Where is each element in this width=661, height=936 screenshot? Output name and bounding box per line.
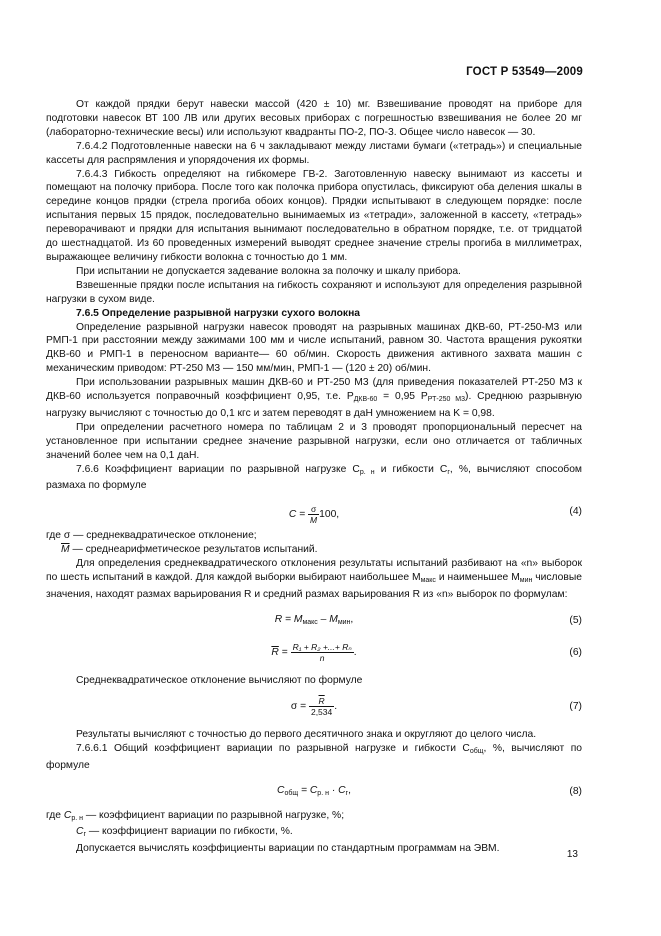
formula-number-6: (6) (569, 646, 582, 658)
formula-number-5: (5) (569, 614, 582, 626)
paragraph-breaking-load: Определение разрывной нагрузки навесок проводят на разрывных машинах ДКВ-60, РТ-250-М3 или РМП-1 при расстоянии между зажимами 100 мм и числе испытаний, равном 30. Частота вращения рукоятки ДКВ-60 и РМП-1 в переносном варианте— 60 об/мин. Скорость движения активного захвата машин с механическим приводом: РТ-250 М3 — 150 мм/мин, РМП-1 — (120 ± 20) об/мин. (46, 321, 582, 375)
paragraph-proportional-recalc: При определении расчетного номера по таблицам 2 и 3 проводят пропорциональный пересчет на установленное при испытании среднее значение разрывной нагрузки, если оно отличается от табличных значений более чем на 0,1 даН. (46, 421, 582, 461)
formula-6: $\overline{R}$ = $\frac{\text{R₁ + R₂ +...+ Rₙ}}{n}$ . (6) (271, 641, 582, 663)
formula-4: C = $\frac{\sigma}{M}$ 100, (4) (288, 504, 582, 526)
section-heading-7-6-5: 7.6.5 Определение разрывной нагрузки сухого волокна (76, 307, 361, 319)
paragraph-sample-weighing: От каждой прядки берут навески массой (420 ± 10) мг. Взвешивание проводят на приборе для подготовки навесок ВТ 100 ЛВ или других весовых приборах с погрешностью взвешивания не более 20 мг (лабораторно-технические весы) или используют квадранты ПО-2, ПО-3. Общее число навесок — 30. (46, 99, 582, 138)
paragraph-no-touch: При испытании не допускается задевание волокна за полочку и шкалу прибора. (76, 265, 461, 277)
formula-number-4: (4) (569, 506, 582, 518)
standard-header: ГОСТ Р 53549—2009 (466, 66, 583, 78)
definitions-sigma-m: где σ — среднеквадратическое отклонение; $\overline{M}$ — среднеарифметическое результатов испытаний. (46, 530, 318, 556)
paragraph-samples-range: Для определения среднеквадратического отклонения результаты испытаний разбивают на «n» выборок по шесть испытаний в каждой. Для каждой выборки выбирают наибольшее $M_{макс}$ и наименьшее $M_{мин}$ числовые значения, находят размах варьирования R и средний размах варьирования R из «n» выборок по формулам: (46, 558, 582, 600)
paragraph-correction-factor: При использовании разрывных машин ДКВ-60 и РТ-250 М3 (для приведения показателей РТ-250 М3 к ДКВ-60 используется поправочный коэффициент 0,95, т.е. $P_{ДКВ-60} = 0,95$ $P_{РТ-250 М3}$). Среднюю разрывную нагрузку вычисляют с точностью до 0,1 кгс и затем переводят в даН умножением на K = 0,98. (46, 377, 583, 419)
paragraph-weighed-strands: Взвешенные прядки после испытания на гибкость сохраняют и используют для определения разрывной нагрузки в сухом виде. (46, 279, 582, 305)
document-body (46, 98, 582, 856)
paragraph-7-6-6-1: 7.6.6.1 Общий коэффициент вариации по разрывной нагрузке и гибкости $C_{общ}$, %, вычисляют по формуле (46, 742, 582, 771)
formula-8: $C_{общ} = C_{р. н} \cdot C_г$, (8) (277, 784, 582, 797)
formula-5: $R = M_{макс} - M_{мин}$, (5) (274, 613, 582, 626)
definitions-coefficients: где $C_{р. н}$ — коэффициент вариации по разрывной нагрузке, %; $C_г$ — коэффициент вариации по гибкости, %. (46, 809, 345, 839)
paragraph-7-6-4-3: 7.6.4.3 Гибкость определяют на гибкомере ГВ-2. Заготовленную навеску вынимают из кассеты и помещают на полочку прибора. После того как полочка прибора опустилась, фиксируют оба деления шкалы в середине концов прядки (стрела прогиба обоих концов). Прядки испытывают в следующем порядке: после испытания первых 15 прядок, последовательно вынимаемых из «тетради», заложенной в кассету, «тетрадь» переворачивают и прядки для испытания вынимают последовательно в обратном порядке, т.е. от тридцатой до шестнадцатой. Из 60 проведенных измерений выводят среднее значение стрелы прогиба в миллиметрах, выражающее величину гибкости волокна с точностью до 1 мм. (46, 168, 582, 263)
paragraph-std-dev: Среднеквадратическое отклонение вычисляют по формуле (76, 674, 363, 686)
paragraph-7-6-4-2: 7.6.4.2 Подготовленные навески на 6 ч закладывают между листами бумаги («тетрадь») и специальные кассеты для распрямления и упорядочения их формы. (46, 140, 582, 166)
page-number: 13 (566, 849, 578, 860)
formula-number-8: (8) (569, 785, 582, 797)
formula-7: σ = $\frac{\overline{R}}{2,534}$ . (7) (290, 695, 582, 717)
paragraph-rounding: Результаты вычисляют с точностью до первого десятичного знака и округляют до целого числа. (76, 728, 537, 740)
paragraph-7-6-6: 7.6.6 Коэффициент вариации по разрывной нагрузке $C_{р. н}$ и гибкости $C_г$, %, вычисляют способом размаха по формуле (46, 463, 582, 492)
paragraph-computer-programs: Допускается вычислять коэффициенты вариации по стандартным программам на ЭВМ. (76, 843, 500, 855)
formula-number-7: (7) (569, 700, 582, 712)
